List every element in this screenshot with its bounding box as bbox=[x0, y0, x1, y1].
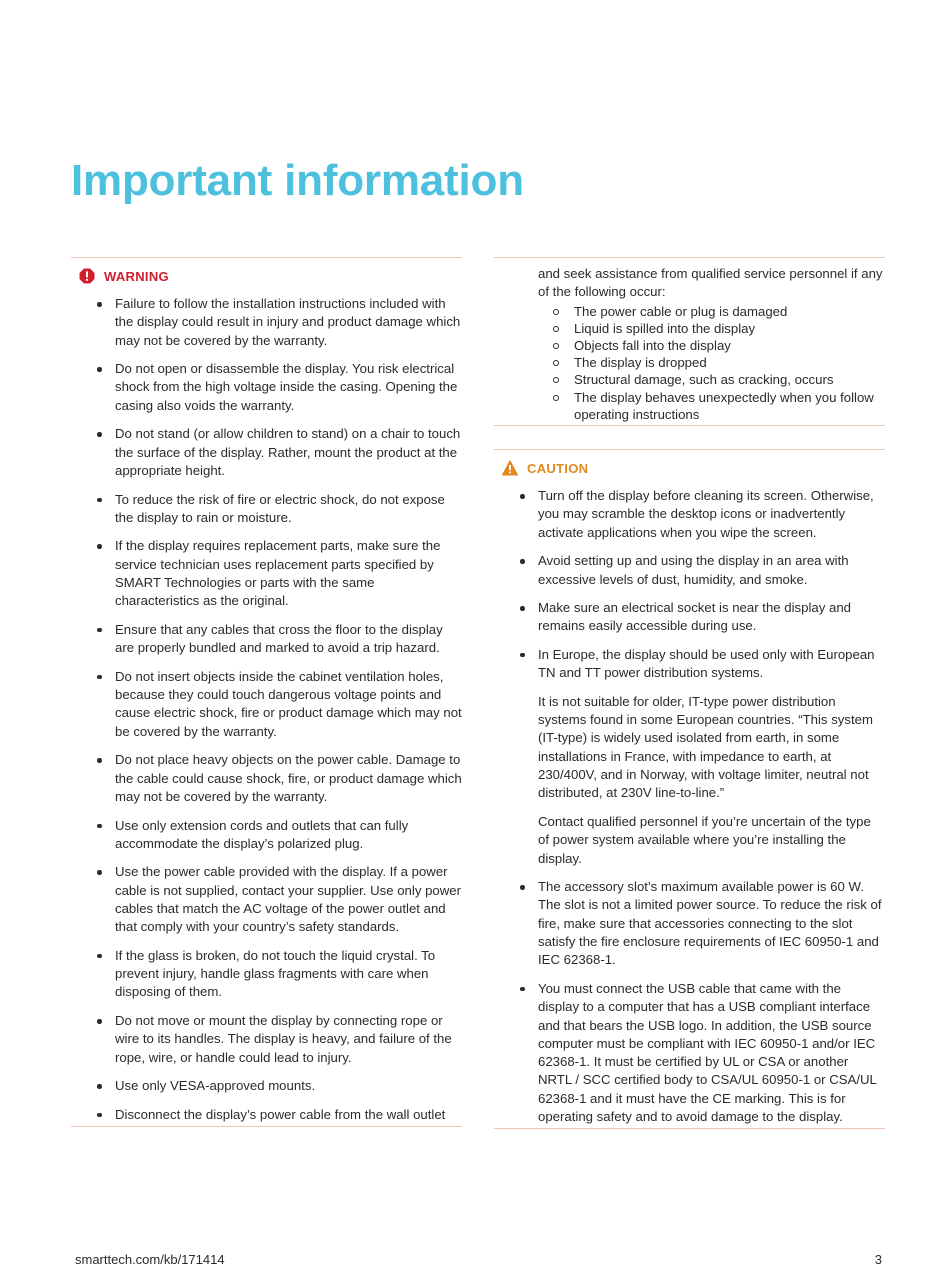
divider bbox=[494, 425, 885, 426]
warning-section bbox=[71, 257, 462, 1127]
list-item bbox=[494, 552, 885, 589]
list-item bbox=[494, 980, 885, 1126]
list-item: Do not move or mount the display by connecting rope or wire to its handles. The display is heavy, and failure of the rope, wire, or handle could lead to injury. bbox=[71, 1012, 462, 1067]
list-item: If the display requires replacement parts, make sure the service technician uses replacement parts specified by SMART Technologies or parts with the same characteristics as the original. bbox=[71, 537, 462, 610]
list-item: Disconnect the display’s power cable from the wall outlet bbox=[71, 1106, 462, 1124]
page-number: 3 bbox=[874, 1252, 882, 1267]
list-item-paragraph: It is not suitable for older, IT-type power distribution systems found in some European countries. “This system (IT-type) is widely used isolated from earth, in some installations in France, with impedance to earth, at 230/400V, and in Norway, with voltage limiter, neutral not distributed, at 230V line-to-line.” bbox=[538, 693, 873, 801]
list-item-text: Turn off the display before cleaning its screen. Otherwise, you may scramble the desktop icons or inadvertently activate applications when you wipe the screen. bbox=[538, 488, 874, 540]
sub-list-item: The display behaves unexpectedly when you follow operating instructions bbox=[538, 389, 885, 423]
list-item: Failure to follow the installation instructions included with the display could result in injury and product damage which may not be covered by the warranty. bbox=[71, 295, 462, 350]
sub-list-item: The display is dropped bbox=[538, 354, 885, 371]
warning-label: WARNING bbox=[104, 268, 169, 284]
page-title: Important information bbox=[71, 156, 524, 205]
list-item-text: Make sure an electrical socket is near the display and remains easily accessible during use. bbox=[538, 600, 851, 634]
list-item: Do not place heavy objects on the power cable. Damage to the cable could cause shock, fire, or product damage which may not be covered by the warranty. bbox=[71, 751, 462, 806]
divider bbox=[494, 257, 885, 258]
list-item-text: The accessory slot’s maximum available power is 60 W. The slot is not a limited power source. To reduce the risk of fire, make sure that accessories connecting to the slot satisfy the fire enclosure requirements of IEC 60950-1 and IEC 62368-1. bbox=[538, 879, 882, 968]
list-item bbox=[494, 646, 885, 868]
sub-list-item: Structural damage, such as cracking, occurs bbox=[538, 371, 885, 388]
sub-list-item: The power cable or plug is damaged bbox=[538, 303, 885, 320]
list-item-text: In Europe, the display should be used only with European TN and TT power distribution systems. bbox=[538, 646, 875, 681]
caution-list bbox=[494, 487, 885, 1126]
list-item: Do not stand (or allow children to stand) on a chair to touch the surface of the display. Rather, mount the product at the appropriate height. bbox=[71, 425, 462, 480]
list-item-paragraph: Contact qualified personnel if you’re uncertain of the type of power system available where you’re installing the display. bbox=[538, 813, 871, 866]
list-item-text: You must connect the USB cable that came with the display to a computer that has a USB compliant interface and that bears the USB logo. In addition, the USB source computer must be compliant with IEC 60950-1 and/or IEC 62368-1. It must be certified by UL or CSA or another NRTL / SCC certified body to CSA/UL 60950-1 or CSA/UL 62368-1 and it must have the CE marking. This is for operating safety and to avoid damage to the display. bbox=[538, 980, 877, 1124]
divider bbox=[494, 1128, 885, 1129]
list-item bbox=[494, 599, 885, 636]
warning-icon bbox=[79, 268, 95, 284]
sub-list-item: Liquid is spilled into the display bbox=[538, 320, 885, 337]
caution-header bbox=[502, 459, 885, 477]
list-item-text: Avoid setting up and using the display in an area with excessive levels of dust, humidity, and smoke. bbox=[538, 553, 849, 587]
footer-url[interactable]: smarttech.com/kb/171414 bbox=[75, 1252, 225, 1267]
list-item bbox=[494, 487, 885, 542]
divider bbox=[71, 1126, 462, 1127]
list-item: Use only extension cords and outlets that can fully accommodate the display’s polarized plug. bbox=[71, 817, 462, 854]
list-item: Use the power cable provided with the display. If a power cable is not supplied, contact your supplier. Use only power cables that match the AC voltage of the power outlet and that comply with your country’s safety standards. bbox=[71, 863, 462, 936]
list-item: If the glass is broken, do not touch the liquid crystal. To prevent injury, handle glass fragments with care when disposing of them. bbox=[71, 947, 462, 1002]
warning-list bbox=[71, 295, 462, 1124]
list-item: Ensure that any cables that cross the floor to the display are properly bundled and marked to avoid a trip hazard. bbox=[71, 621, 462, 658]
divider bbox=[494, 449, 885, 450]
warning-continuation: and seek assistance from qualified service personnel if any of the following occur: bbox=[538, 266, 883, 300]
divider bbox=[71, 257, 462, 258]
caution-icon bbox=[502, 460, 518, 476]
caution-label: CAUTION bbox=[527, 460, 589, 476]
warning-sub-list bbox=[494, 303, 885, 423]
list-item: Use only VESA-approved mounts. bbox=[71, 1077, 462, 1095]
right-column bbox=[494, 257, 885, 1129]
sub-list-item: Objects fall into the display bbox=[538, 337, 885, 354]
list-item: Do not open or disassemble the display. You risk electrical shock from the high voltage inside the casing. Opening the casing also voids the warranty. bbox=[71, 360, 462, 415]
list-item: Do not insert objects inside the cabinet ventilation holes, because they could touch dangerous voltage points and cause electric shock, fire or product damage which may not be covered by the warranty. bbox=[71, 668, 462, 741]
list-item bbox=[494, 878, 885, 969]
warning-header bbox=[79, 267, 462, 285]
list-item: To reduce the risk of fire or electric shock, do not expose the display to rain or moisture. bbox=[71, 491, 462, 528]
